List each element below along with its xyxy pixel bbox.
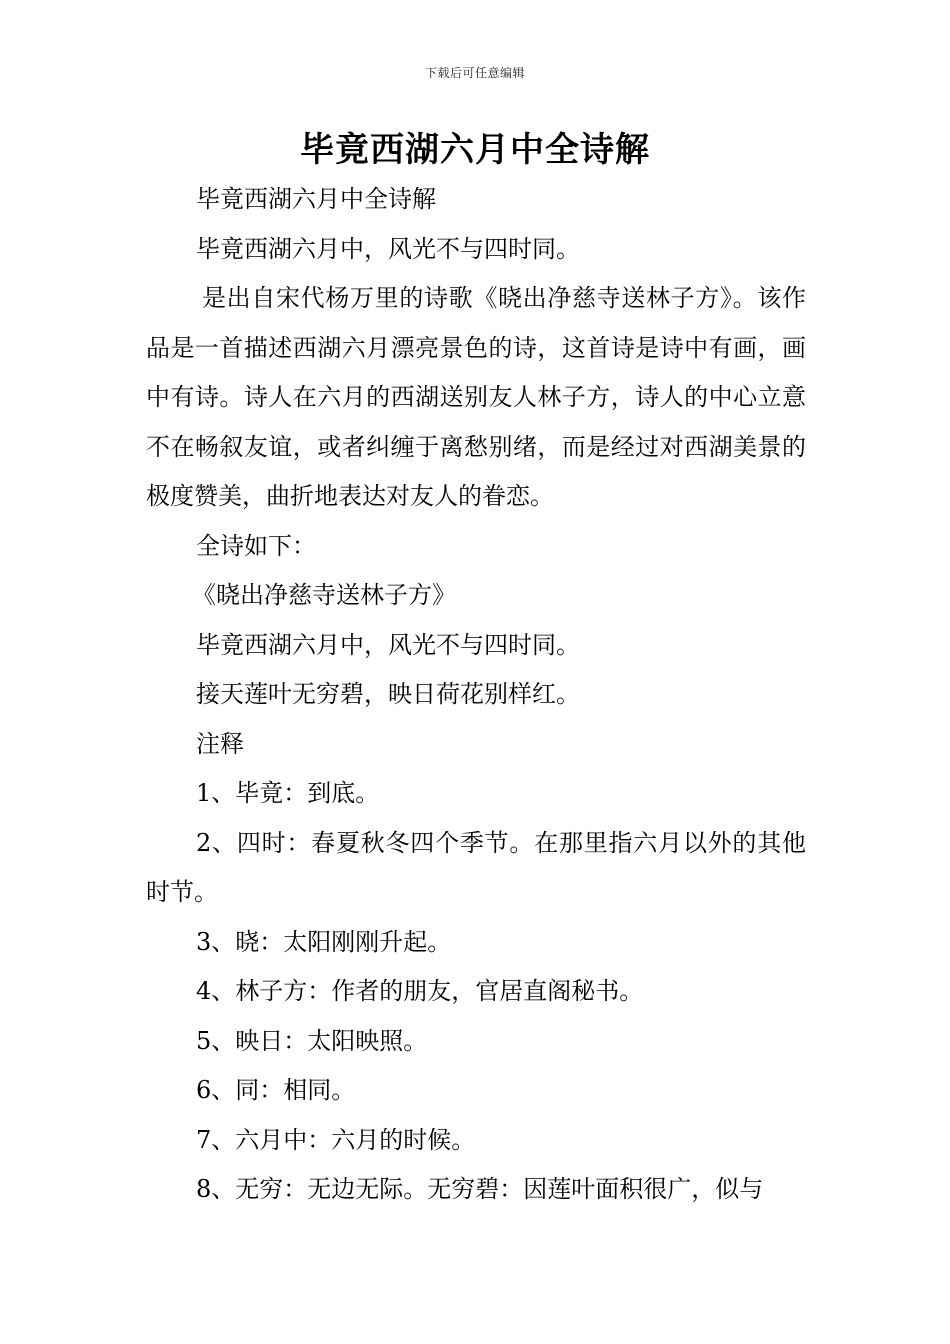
paragraph: 接天莲叶无穷碧，映日荷花别样红。	[196, 680, 580, 708]
list-item: 8、无穷：无边无际。无穷碧：因莲叶面积很广，似与	[196, 1175, 764, 1203]
paragraph: 《晓出净慈寺送林子方》	[192, 581, 456, 609]
list-item: 7、六月中：六月的时候。	[196, 1125, 476, 1154]
list-item: 5、映日：太阳映照。	[196, 1026, 428, 1055]
paragraph: 毕竟西湖六月中全诗解	[196, 185, 436, 213]
list-item: 2、四时：春夏秋冬四个季节。在那里指六月以外的其他时节。	[146, 828, 806, 906]
document-title: 毕竟西湖六月中全诗解	[300, 130, 650, 170]
paragraph: 是出自宋代杨万里的诗歌《晓出净慈寺送林子方》。该作品是一首描述西湖六月漂亮景色的诗，这首诗是诗中有画，画中有诗。诗人在六月的西湖送别友人林子方，诗人的中心立意不在畅叙友谊，或者纠缠于离愁别绪，而是经过对西湖美景的极度赞美，曲折地表达对友人的眷恋。	[146, 284, 806, 510]
header-note: 下载后可任意编辑	[424, 66, 525, 80]
paragraph: 全诗如下：	[196, 531, 316, 560]
paragraph: 注释	[196, 729, 244, 758]
paragraph: 毕竟西湖六月中，风光不与四时同。	[196, 630, 580, 659]
list-item: 3、晓：太阳刚刚升起。	[196, 927, 452, 956]
list-item: 1、毕竟：到底。	[196, 779, 380, 807]
document-body	[146, 175, 806, 1215]
list-item: 6、同：相同。	[196, 1076, 356, 1104]
list-item: 4、林子方：作者的朋友，官居直阁秘书。	[196, 977, 644, 1005]
paragraph: 毕竟西湖六月中，风光不与四时同。	[196, 234, 580, 263]
